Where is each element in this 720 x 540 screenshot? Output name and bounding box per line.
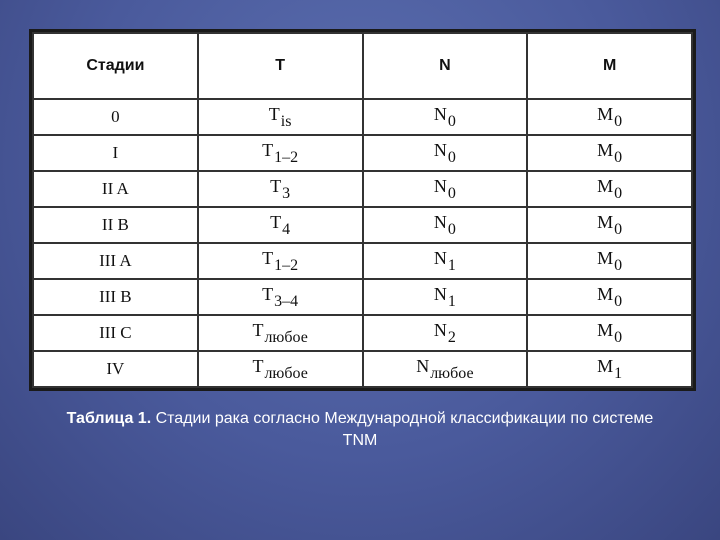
cell-m (527, 135, 692, 171)
table-frame (29, 29, 696, 391)
cell-m (527, 99, 692, 135)
table-caption (60, 408, 660, 452)
cell-t-symbol: T (270, 175, 282, 196)
cell-m-symbol: M (597, 175, 614, 196)
cell-n (363, 207, 528, 243)
table-row (33, 207, 692, 243)
cell-t-subscript: 1–2 (274, 148, 299, 166)
cell-t-symbol: T (262, 283, 274, 304)
cell-m (527, 171, 692, 207)
cell-m-subscript: 1 (614, 364, 623, 382)
cell-n (363, 171, 528, 207)
cell-n-symbol: N (433, 103, 447, 124)
cell-n-symbol: N (433, 175, 447, 196)
cell-t (198, 351, 363, 387)
table-row (33, 135, 692, 171)
cell-m (527, 279, 692, 315)
cell-m-subscript: 0 (614, 220, 623, 238)
cell-m-symbol: M (597, 355, 614, 376)
cell-m (527, 315, 692, 351)
cell-stage: II A (33, 171, 198, 207)
cell-t-subscript: 3 (282, 184, 291, 202)
cell-m-symbol: M (597, 283, 614, 304)
cell-n-symbol: N (416, 355, 430, 376)
cell-t (198, 207, 363, 243)
cell-t (198, 279, 363, 315)
cell-t-subscript: 4 (282, 220, 291, 238)
cell-t-subscript: 1–2 (274, 256, 299, 274)
cell-m-subscript: 0 (614, 292, 623, 310)
cell-m-subscript: 0 (614, 328, 623, 346)
cell-n (363, 243, 528, 279)
table-row (33, 171, 692, 207)
cell-m-symbol: M (597, 103, 614, 124)
cell-m-symbol: M (597, 319, 614, 340)
cell-n-symbol: N (433, 211, 447, 232)
cell-n-subscript: 0 (447, 220, 456, 238)
cell-m-subscript: 0 (614, 148, 623, 166)
cell-n (363, 315, 528, 351)
cell-t (198, 315, 363, 351)
cell-n-subscript: 0 (447, 184, 456, 202)
table-row (33, 243, 692, 279)
cell-n-symbol: N (433, 283, 447, 304)
cell-m (527, 243, 692, 279)
cell-n (363, 279, 528, 315)
tnm-stages-table (32, 32, 693, 388)
cell-m-subscript: 0 (614, 112, 623, 130)
cell-m-symbol: M (597, 211, 614, 232)
cell-n-subscript: 0 (447, 148, 456, 166)
table-header-row (33, 33, 692, 99)
cell-n-subscript: 1 (447, 256, 456, 274)
cell-t (198, 243, 363, 279)
cell-n-subscript: 0 (447, 112, 456, 130)
cell-stage: IV (33, 351, 198, 387)
cell-t-subscript: любое (264, 328, 308, 346)
caption-label: Таблица 1. (66, 410, 152, 427)
header-t: T (198, 33, 363, 99)
table-row (33, 351, 692, 387)
cell-t (198, 135, 363, 171)
cell-n (363, 135, 528, 171)
cell-stage: I (33, 135, 198, 171)
cell-stage: III A (33, 243, 198, 279)
cell-stage: III B (33, 279, 198, 315)
header-m: M (527, 33, 692, 99)
cell-t (198, 99, 363, 135)
cell-m-symbol: M (597, 139, 614, 160)
header-n: N (363, 33, 528, 99)
cell-t-subscript: любое (264, 364, 308, 382)
cell-t-symbol: T (270, 211, 282, 232)
cell-t-symbol: T (252, 355, 264, 376)
table-row (33, 279, 692, 315)
cell-t-subscript: 3–4 (274, 292, 299, 310)
cell-t-symbol: T (262, 139, 274, 160)
cell-m (527, 207, 692, 243)
cell-t-symbol: T (252, 319, 264, 340)
cell-n (363, 99, 528, 135)
table-row (33, 315, 692, 351)
table-row (33, 99, 692, 135)
cell-t-symbol: T (262, 247, 274, 268)
cell-n-subscript: 2 (447, 328, 456, 346)
cell-m-subscript: 0 (614, 184, 623, 202)
caption-text: Стадии рака согласно Международной классификации по системе TNM (151, 410, 654, 449)
cell-stage: III C (33, 315, 198, 351)
cell-m (527, 351, 692, 387)
cell-n-subscript: 1 (447, 292, 456, 310)
cell-m-subscript: 0 (614, 256, 623, 274)
cell-m-symbol: M (597, 247, 614, 268)
cell-n-symbol: N (433, 319, 447, 340)
cell-stage: II B (33, 207, 198, 243)
cell-n (363, 351, 528, 387)
cell-t-symbol: T (268, 103, 280, 124)
cell-n-subscript: любое (430, 364, 474, 382)
cell-n-symbol: N (433, 247, 447, 268)
header-stage: Стадии (33, 33, 198, 99)
cell-t (198, 171, 363, 207)
cell-t-subscript: is (280, 112, 292, 130)
cell-n-symbol: N (433, 139, 447, 160)
cell-stage: 0 (33, 99, 198, 135)
